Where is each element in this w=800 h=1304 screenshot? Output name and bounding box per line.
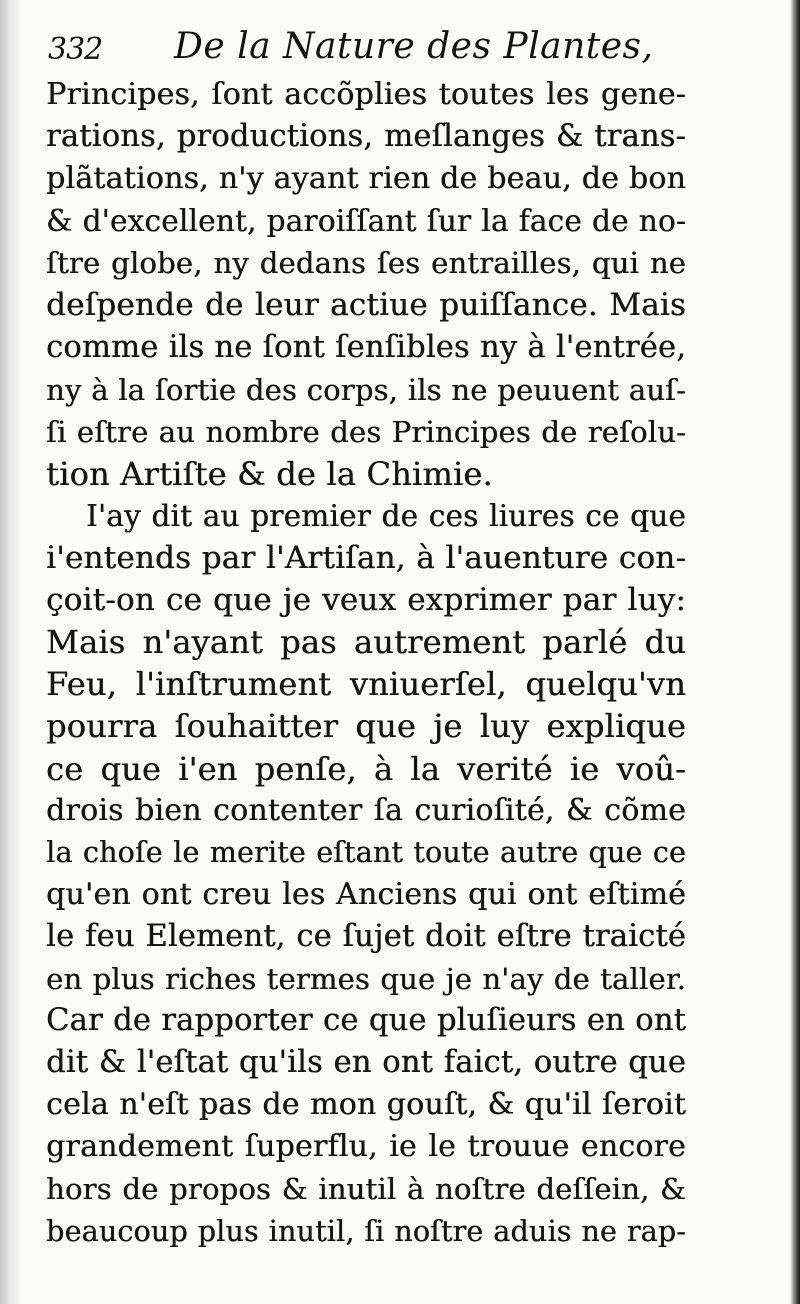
text-line: ſtre globe, ny dedans ſes entrailles, qui ne	[46, 246, 686, 281]
text-line: grandement ſuperflu, ie le trouue encore	[46, 1129, 686, 1165]
text-line: beaucoup plus inutil, ſi noſtre aduis ne rap-	[46, 1214, 686, 1248]
text-line: Mais n'ayant pas autrement parlé du	[46, 623, 686, 662]
text-line: deſpende de leur actiue puiſſance. Mais	[46, 287, 686, 324]
page-gutter-shadow	[0, 0, 22, 1304]
text-line: Car de rapporter ce que pluſieurs en ont	[46, 1003, 686, 1039]
text-line: comme ils ne ſont ſenſibles ny à l'entrée,	[46, 329, 686, 365]
text-line: pourra ſouhaitter que je luy explique	[46, 707, 686, 746]
text-line: ce que i'en penſe, à la verité ie voû-	[46, 749, 686, 788]
page-header	[48, 26, 768, 76]
text-line: en plus riches termes que je n'ay de taller.	[46, 961, 686, 996]
page-right-edge	[790, 0, 800, 1304]
text-line: çoit-on ce que je veux exprimer par luy:	[46, 582, 686, 619]
page-number: 332	[48, 32, 103, 67]
text-line: dit & l'eſtat qu'ils en ont faict, outre que	[46, 1045, 686, 1081]
text-line: rations, productions, meſlanges & trans-	[46, 119, 686, 155]
text-line: plãtations, n'y ayant rien de beau, de bon	[46, 161, 686, 197]
text-line: qu'en ont creu les Anciens qui ont eſtimé	[46, 876, 686, 912]
text-line: hors de propos & inutil à noſtre deſſein, &	[46, 1172, 686, 1207]
text-line: Feu, l'inſtrument vniuerſel, quelqu'vn	[46, 665, 686, 704]
paragraph-end-line: tion Artiſte & de la Chimie.	[46, 454, 493, 493]
text-line: i'entends par l'Artiſan, à l'auenture con-	[46, 540, 686, 577]
text-line: & d'excellent, paroiſſant ſur la face de no-	[46, 204, 686, 239]
text-line: cela n'eſt pas de mon gouſt, & qu'il ſeroit	[46, 1087, 686, 1123]
text-line: drois bien contenter ſa curioſité, & cõme	[46, 792, 686, 828]
text-line: la choſe le merite eſtant toute autre que ce	[46, 835, 686, 869]
running-title: De la Nature des Plantes,	[174, 26, 654, 67]
body-text	[46, 74, 686, 1253]
text-line: le feu Element, ce ſujet doit eſtre traicté	[46, 918, 686, 954]
text-line: Principes, ſont accõplies toutes les gene-	[46, 77, 686, 112]
text-line: ſi eſtre au nombre des Principes de reſolu-	[46, 414, 686, 449]
text-line: ny à la ſortie des corps, ils ne peuuent auſ-	[46, 372, 686, 407]
paragraph-start-line: I'ay dit au premier de ces liures ce que	[86, 498, 686, 533]
